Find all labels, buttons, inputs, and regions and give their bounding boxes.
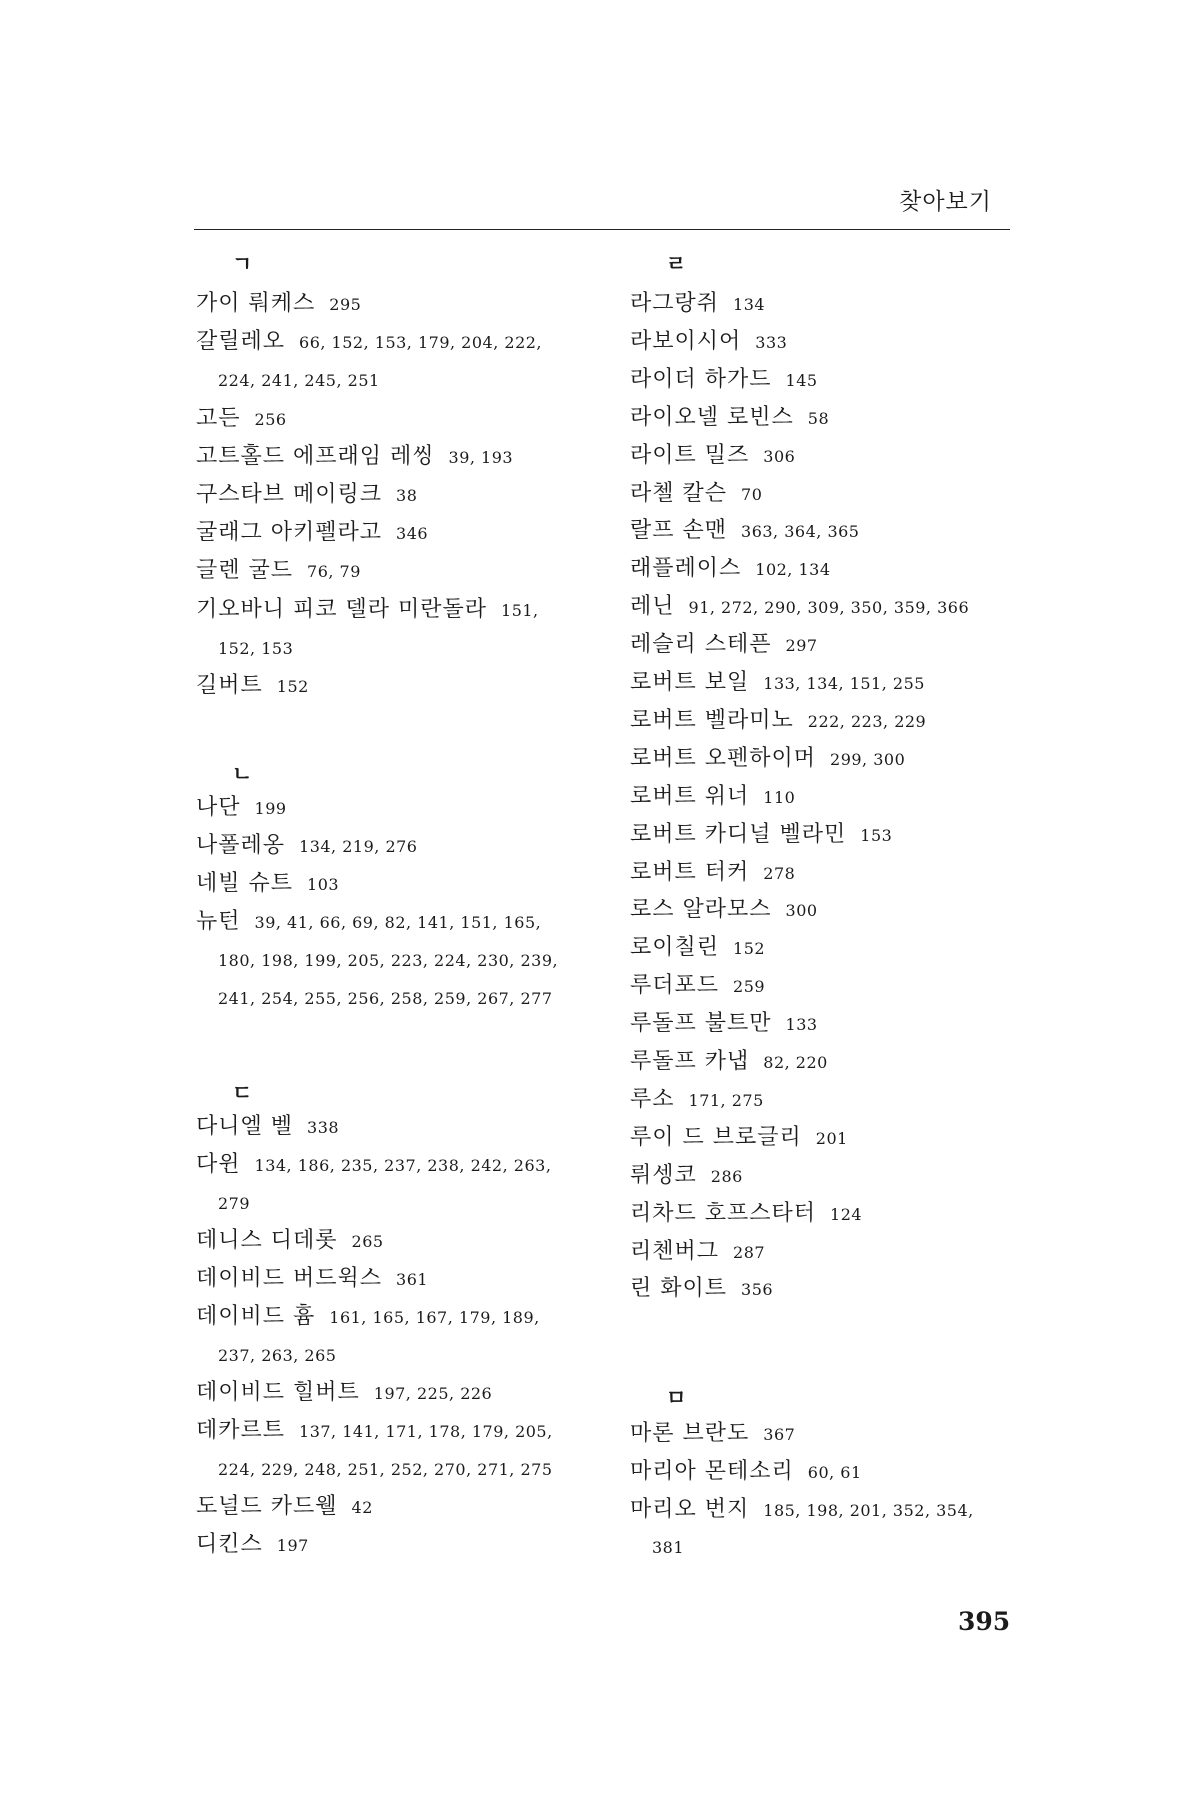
entry-pages: 124 <box>830 1204 863 1224</box>
entry-name: 린 화이트 <box>630 1276 728 1302</box>
entry-name: 다윈 <box>196 1152 241 1177</box>
entry-pages: 295 <box>329 295 362 314</box>
index-entry <box>630 667 925 699</box>
index-entry <box>630 894 818 926</box>
entry-name: 로버트 보일 <box>630 670 750 695</box>
entry-pages: 299, 300 <box>830 749 906 769</box>
index-entry <box>196 1111 339 1143</box>
entry-name: 로버트 오펜하이머 <box>630 745 817 771</box>
index-entry <box>196 1529 309 1561</box>
entry-pages: 134, 186, 235, 237, 238, 242, 263, <box>254 1156 552 1175</box>
entry-pages: 180, 198, 199, 205, 223, 224, 230, 239, <box>218 951 559 970</box>
entry-name: 글렌 굴드 <box>196 558 294 584</box>
entry-pages: 110 <box>763 787 796 807</box>
entry-name: 래플레이스 <box>630 556 742 582</box>
entry-pages: 66, 152, 153, 179, 204, 222, <box>299 333 543 353</box>
index-entry-continuation <box>218 1339 336 1371</box>
entry-pages: 256 <box>254 409 287 429</box>
index-entry <box>630 629 818 661</box>
entry-name: 라이오넬 로빈스 <box>630 404 794 430</box>
index-entry <box>630 288 765 320</box>
section-heading: ㄷ <box>232 1081 253 1105</box>
entry-pages: 197, 225, 226 <box>373 1384 493 1403</box>
entry-pages: 197 <box>276 1536 309 1555</box>
entry-pages: 58 <box>807 408 830 428</box>
index-entry <box>630 1160 743 1192</box>
entry-pages: 338 <box>307 1118 340 1137</box>
entry-name: 뤼셍코 <box>630 1162 697 1188</box>
entry-name: 구스타브 메이링크 <box>196 482 383 507</box>
index-entry-continuation <box>218 1187 250 1219</box>
entry-pages: 224, 229, 248, 251, 252, 270, 271, 275 <box>218 1460 553 1479</box>
entry-name: 나폴레옹 <box>196 833 286 858</box>
entry-name: 레슬리 스테픈 <box>630 632 772 658</box>
index-entry <box>196 1301 540 1333</box>
entry-pages: 367 <box>763 1425 796 1444</box>
entry-name: 나단 <box>196 795 241 820</box>
entry-name: 길버트 <box>196 673 263 698</box>
entry-pages: 76, 79 <box>307 562 361 582</box>
entry-name: 고든 <box>196 405 241 431</box>
entry-name: 고트홀드 에프래임 레씽 <box>196 443 435 469</box>
entry-pages: 381 <box>652 1538 685 1558</box>
index-entry <box>630 553 831 585</box>
index-entry <box>630 970 765 1002</box>
entry-pages: 38 <box>396 486 418 505</box>
index-entry-continuation <box>652 1531 684 1563</box>
entry-name: 라첼 칼슨 <box>630 480 728 506</box>
index-entry <box>630 1198 862 1230</box>
section-heading: ㄹ <box>666 252 687 276</box>
entry-pages: 152 <box>733 939 766 959</box>
entry-pages: 91, 272, 290, 309, 350, 359, 366 <box>688 598 970 618</box>
entry-pages: 199 <box>254 799 287 818</box>
index-entry <box>196 1377 492 1409</box>
index-entry <box>630 1046 828 1078</box>
entry-pages: 346 <box>396 524 429 544</box>
index-entry <box>196 326 542 358</box>
entry-name: 리차드 호프스타터 <box>630 1200 817 1226</box>
index-entry <box>630 1084 764 1116</box>
entry-pages: 241, 254, 255, 256, 258, 259, 267, 277 <box>218 989 553 1008</box>
index-entry <box>630 402 829 434</box>
entry-name: 라이더 하가드 <box>630 366 772 392</box>
index-entry <box>630 819 892 851</box>
index-entry <box>630 932 765 964</box>
entry-name: 마리오 번지 <box>630 1496 750 1522</box>
section-heading: ㄴ <box>232 762 253 786</box>
entry-pages: 278 <box>763 863 796 883</box>
entry-name: 데니스 디데롯 <box>196 1228 338 1253</box>
index-entry <box>630 326 787 358</box>
entry-pages: 363, 364, 365 <box>741 522 860 542</box>
index-entry <box>630 1236 765 1268</box>
entry-pages: 361 <box>396 1270 429 1289</box>
entry-name: 로버트 카디널 벨라민 <box>630 821 847 847</box>
entry-pages: 306 <box>763 446 796 466</box>
entry-name: 다니엘 벨 <box>196 1114 294 1139</box>
entry-pages: 265 <box>351 1232 384 1251</box>
entry-pages: 333 <box>755 332 788 352</box>
entry-pages: 152, 153 <box>218 638 294 658</box>
entry-name: 네빌 슈트 <box>196 871 294 896</box>
entry-pages: 133, 134, 151, 255 <box>763 674 925 693</box>
index-entry <box>630 743 905 775</box>
entry-name: 라보이시어 <box>630 328 742 354</box>
index-entry <box>196 670 309 702</box>
entry-name: 로버트 터커 <box>630 859 750 885</box>
entry-pages: 70 <box>741 484 763 504</box>
index-entry <box>196 830 417 862</box>
entry-name: 디킨스 <box>196 1532 263 1557</box>
index-entry <box>630 857 795 889</box>
index-entry <box>196 868 339 900</box>
entry-pages: 137, 141, 171, 178, 179, 205, <box>299 1422 553 1441</box>
index-entry-continuation <box>218 364 380 396</box>
entry-name: 가이 뤄케스 <box>196 291 316 316</box>
index-entry-continuation <box>218 944 558 976</box>
index-entry <box>196 792 287 824</box>
entry-pages: 102, 134 <box>755 560 831 580</box>
entry-name: 라그랑쥐 <box>630 291 720 316</box>
entry-pages: 259 <box>733 977 766 997</box>
entry-pages: 297 <box>785 636 818 656</box>
entry-pages: 237, 263, 265 <box>218 1346 337 1365</box>
page-number: 395 <box>958 1607 1011 1636</box>
entry-pages: 356 <box>741 1280 774 1300</box>
entry-name: 랄프 손맨 <box>630 518 728 544</box>
entry-name: 루이 드 브로글리 <box>630 1124 802 1150</box>
entry-pages: 201 <box>815 1128 848 1148</box>
entry-name: 뉴턴 <box>196 909 241 934</box>
entry-pages: 224, 241, 245, 251 <box>218 371 380 391</box>
entry-name: 데이비드 버드윅스 <box>196 1266 383 1291</box>
index-entry <box>196 479 417 511</box>
entry-pages: 103 <box>307 875 340 894</box>
index-entry <box>196 1225 384 1257</box>
index-entry <box>196 594 539 626</box>
entry-name: 루소 <box>630 1086 675 1112</box>
index-entry <box>630 1122 848 1154</box>
entry-pages: 42 <box>351 1498 373 1517</box>
entry-pages: 287 <box>733 1242 766 1262</box>
entry-name: 루돌프 불트만 <box>630 1011 772 1037</box>
index-entry <box>630 440 795 472</box>
index-entry <box>630 1273 773 1305</box>
entry-pages: 145 <box>785 370 818 390</box>
index-entry <box>630 1494 974 1526</box>
entry-pages: 279 <box>218 1194 251 1213</box>
entry-pages: 39, 193 <box>448 447 514 467</box>
entry-pages: 82, 220 <box>763 1053 828 1072</box>
entry-name: 도널드 카드웰 <box>196 1494 338 1519</box>
index-entry <box>630 1008 818 1040</box>
index-entry <box>196 906 541 938</box>
index-entry <box>630 705 926 737</box>
entry-name: 로버트 위너 <box>630 783 750 809</box>
index-entry <box>196 288 361 320</box>
index-entry <box>196 403 287 435</box>
section-heading: ㅁ <box>666 1386 687 1410</box>
entry-name: 로이칠린 <box>630 935 720 961</box>
entry-pages: 152 <box>276 677 309 696</box>
entry-name: 데이비드 흄 <box>196 1304 316 1329</box>
index-entry <box>196 441 513 473</box>
entry-name: 데카르트 <box>196 1418 286 1443</box>
index-entry <box>630 781 795 813</box>
index-entry <box>630 364 818 396</box>
index-entry <box>196 1149 551 1181</box>
entry-pages: 134, 219, 276 <box>299 837 418 856</box>
entry-pages: 39, 41, 66, 69, 82, 141, 151, 165, <box>254 913 542 932</box>
entry-pages: 60, 61 <box>807 1462 862 1482</box>
entry-name: 리첸버그 <box>630 1238 720 1264</box>
index-entry <box>630 1456 862 1488</box>
entry-pages: 286 <box>710 1166 743 1186</box>
entry-pages: 151, <box>501 600 539 620</box>
entry-pages: 161, 165, 167, 179, 189, <box>329 1308 540 1327</box>
header-rule <box>194 229 1010 230</box>
index-entry <box>630 515 859 547</box>
entry-pages: 134 <box>733 295 766 314</box>
entry-name: 기오바니 피코 델라 미란돌라 <box>196 596 488 622</box>
entry-pages: 222, 223, 229 <box>807 711 927 731</box>
index-entry-continuation <box>218 982 553 1014</box>
entry-name: 루더포드 <box>630 973 720 999</box>
index-entry <box>196 1415 553 1447</box>
entry-pages: 300 <box>785 901 818 921</box>
index-entry <box>196 1263 428 1295</box>
entry-pages: 185, 198, 201, 352, 354, <box>763 1500 974 1520</box>
index-entry <box>196 1491 373 1523</box>
entry-name: 갈릴레오 <box>196 329 286 355</box>
entry-pages: 153 <box>860 825 893 845</box>
entry-name: 로스 알라모스 <box>630 897 772 923</box>
index-entry <box>196 555 361 587</box>
entry-name: 마론 브란도 <box>630 1421 750 1446</box>
index-entry <box>196 517 428 549</box>
running-header-title: 찾아보기 <box>899 189 992 215</box>
index-entry-continuation <box>218 1453 553 1485</box>
entry-pages: 133 <box>785 1015 818 1035</box>
entry-pages: 171, 275 <box>688 1090 764 1110</box>
entry-name: 굴래그 아키펠라고 <box>196 520 383 546</box>
entry-name: 마리아 몬테소리 <box>630 1458 794 1484</box>
index-entry <box>630 1418 795 1450</box>
entry-name: 데이비드 힐버트 <box>196 1380 360 1405</box>
index-entry <box>630 478 762 510</box>
entry-name: 레닌 <box>630 594 675 620</box>
index-entry <box>630 591 969 623</box>
section-heading: ㄱ <box>232 252 253 276</box>
entry-name: 루돌프 카냅 <box>630 1049 750 1074</box>
index-entry-continuation <box>218 632 293 664</box>
entry-name: 라이트 밀즈 <box>630 442 750 468</box>
entry-name: 로버트 벨라미노 <box>630 707 794 733</box>
